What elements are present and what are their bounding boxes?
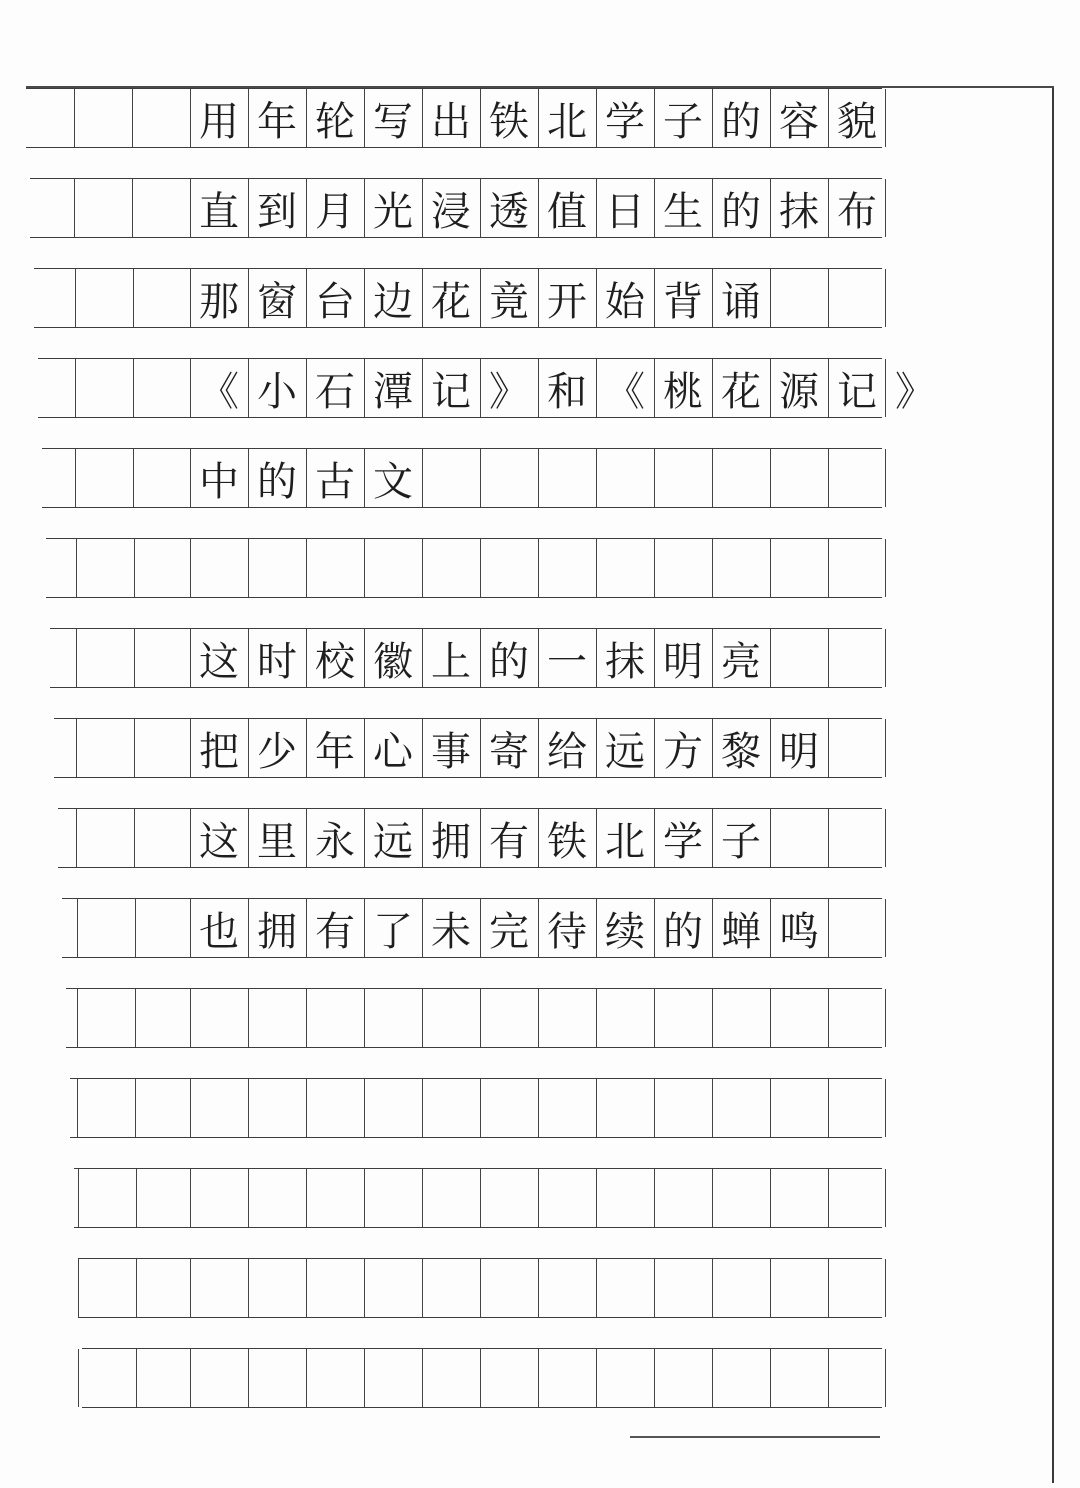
grid-cell [422,539,480,597]
handwritten-character: 未 [431,908,471,955]
grid-cell [364,1169,422,1227]
handwritten-character: 一 [547,638,587,685]
grid-cell [828,1169,886,1227]
grid-cell [480,1259,538,1317]
grid-cell [306,1079,364,1137]
grid-cell [480,449,538,507]
handwritten-character: 月 [315,188,355,235]
grid-cell [538,1259,596,1317]
handwritten-character: 开 [547,278,587,325]
grid-cell [596,539,654,597]
grid-row [54,718,882,778]
handwritten-character: 桃 [663,368,703,415]
handwritten-character: 年 [257,98,297,145]
grid-cell [712,539,770,597]
handwritten-character: 学 [663,818,703,865]
grid-cell [136,1259,194,1317]
grid-cell [596,1349,654,1407]
grid-row [78,1258,882,1318]
grid-cell [135,989,193,1047]
bottom-rule [630,1436,880,1438]
handwritten-character: 了 [373,908,413,955]
handwritten-character: 生 [663,188,703,235]
handwritten-character: 记 [837,368,877,415]
grid-cell [190,1259,248,1317]
grid-cell [133,449,191,507]
grid-cell [77,1079,135,1137]
grid-cell [712,1169,770,1227]
grid-cell [828,1079,886,1137]
handwritten-character: 完 [489,908,529,955]
grid-row [50,628,882,688]
grid-row [38,358,935,418]
handwritten-character: 《 [605,368,645,415]
grid-cell [770,449,828,507]
grid-cell [306,1169,364,1227]
grid-cell [538,1169,596,1227]
handwritten-character: 花 [721,368,761,415]
handwritten-character: 记 [431,368,471,415]
handwritten-character: 始 [605,278,645,325]
grid-cell [480,539,538,597]
grid-cell [828,449,886,507]
grid-cell [828,719,886,777]
grid-cell [654,1259,712,1317]
handwritten-character: 亮 [721,638,761,685]
grid-cell [828,629,886,687]
grid-cell [538,1349,596,1407]
handwritten-character: 待 [547,908,587,955]
grid-cell [75,269,133,327]
grid-cell [654,539,712,597]
grid-cell [480,1079,538,1137]
handwritten-character: 文 [373,458,413,505]
grid-cell [134,809,192,867]
grid-cell [422,989,480,1047]
handwritten-character: 源 [779,368,819,415]
handwritten-character: 拥 [431,818,471,865]
grid-cell [770,269,828,327]
grid-cell [134,539,192,597]
handwritten-character: 心 [373,728,413,775]
grid-cell [74,179,132,237]
grid-cell [78,1259,136,1317]
handwritten-character: 的 [721,188,761,235]
handwritten-character: 上 [431,638,471,685]
handwritten-character: 容 [779,98,819,145]
grid-cell [306,989,364,1047]
grid-cell [75,449,133,507]
grid-cell [596,989,654,1047]
handwritten-character: 北 [547,98,587,145]
grid-cell [190,1169,248,1227]
grid-cell [364,1079,422,1137]
grid-row [42,448,882,508]
handwritten-character: 出 [431,98,471,145]
handwritten-character: 时 [257,638,297,685]
handwritten-character: 那 [199,278,239,325]
handwritten-character: 这 [199,818,239,865]
grid-cell [364,1349,422,1407]
grid-cell [712,1079,770,1137]
grid-cell [770,809,828,867]
grid-cell [190,1079,248,1137]
grid-cell [422,1169,480,1227]
handwritten-character: 用 [199,98,239,145]
handwritten-character: 的 [257,458,297,505]
grid-cell [306,1349,364,1407]
grid-cell [654,1079,712,1137]
grid-cell [770,1259,828,1317]
grid-cell [828,1259,886,1317]
grid-cell [135,1079,193,1137]
grid-cell [422,1079,480,1137]
grid-row [62,898,882,958]
grid-row [26,88,882,148]
handwritten-character: 中 [199,458,239,505]
grid-cell [132,179,190,237]
handwritten-character: 明 [779,728,819,775]
handwritten-character: 石 [315,368,355,415]
handwritten-character: 的 [721,98,761,145]
handwritten-character: 这 [199,638,239,685]
handwritten-character: 》 [489,368,529,415]
handwritten-character: 花 [431,278,471,325]
handwritten-character: 方 [663,728,703,775]
grid-cell [596,1259,654,1317]
grid-cell [76,629,134,687]
handwritten-character: 潭 [373,368,413,415]
grid-cell [770,1079,828,1137]
grid-cell [248,1259,306,1317]
grid-cell [136,1349,194,1407]
grid-cell [770,629,828,687]
grid-cell [770,1169,828,1227]
handwritten-character: 诵 [721,278,761,325]
grid-cell [538,1079,596,1137]
grid-cell [76,719,134,777]
handwritten-character: 北 [605,818,645,865]
grid-cell [190,539,248,597]
grid-row [70,1078,882,1138]
handwritten-character: 窗 [257,278,297,325]
handwritten-character: 也 [199,908,239,955]
grid-cell [538,989,596,1047]
handwritten-character: 和 [547,368,587,415]
handwritten-character: 给 [547,728,587,775]
grid-cell [248,1169,306,1227]
grid-cell [654,1169,712,1227]
handwritten-character: 竟 [489,278,529,325]
grid-cell [596,1079,654,1137]
grid-cell [248,539,306,597]
grid-cell [828,539,886,597]
handwritten-character: 》 [895,368,935,415]
handwritten-character: 光 [373,188,413,235]
handwritten-character: 值 [547,188,587,235]
handwritten-character: 貌 [837,98,877,145]
grid-cell [78,1349,136,1407]
handwritten-character: 轮 [315,98,355,145]
grid-cell [76,809,134,867]
grid-cell [78,1169,136,1227]
grid-cell [75,359,133,417]
handwritten-character: 远 [373,818,413,865]
grid-cell [134,629,192,687]
grid-cell [364,989,422,1047]
handwritten-character: 远 [605,728,645,775]
handwritten-character: 抹 [605,638,645,685]
handwritten-character: 背 [663,278,703,325]
grid-cell [190,989,248,1047]
handwritten-character: 校 [315,638,355,685]
grid-cell [134,719,192,777]
handwritten-character: 有 [489,818,529,865]
grid-cell [480,1349,538,1407]
handwritten-character: 的 [663,908,703,955]
grid-cell [770,1349,828,1407]
page-right-border [1052,88,1054,1483]
grid-cell [136,1169,194,1227]
handwritten-character: 写 [373,98,413,145]
grid-cell [828,1349,886,1407]
grid-cell [248,989,306,1047]
grid-cell [828,899,886,957]
handwritten-character: 黎 [721,728,761,775]
handwritten-character: 浸 [431,188,471,235]
grid-cell [538,539,596,597]
grid-cell [364,539,422,597]
handwritten-character: 铁 [547,818,587,865]
grid-cell [422,1259,480,1317]
grid-row [66,988,882,1048]
handwritten-character: 蝉 [721,908,761,955]
handwritten-character: 年 [315,728,355,775]
grid-cell [654,1349,712,1407]
handwritten-character: 小 [257,368,297,415]
handwritten-character: 鸣 [779,908,819,955]
grid-row [34,268,882,328]
grid-cell [596,1169,654,1227]
handwritten-character: 永 [315,818,355,865]
handwritten-character: 透 [489,188,529,235]
grid-cell [480,989,538,1047]
handwritten-character: 子 [721,818,761,865]
grid-cell [538,449,596,507]
grid-cell [828,269,886,327]
handwritten-character: 铁 [489,98,529,145]
grid-cell [712,989,770,1047]
grid-cell [74,89,132,147]
grid-cell [712,449,770,507]
grid-cell [654,449,712,507]
grid-cell [422,1349,480,1407]
handwritten-character: 里 [257,818,297,865]
handwritten-character: 寄 [489,728,529,775]
handwritten-character: 明 [663,638,703,685]
grid-cell [248,1079,306,1137]
grid-cell [76,539,134,597]
handwritten-character: 事 [431,728,471,775]
grid-cell [306,539,364,597]
grid-cell [770,989,828,1047]
handwritten-character: 到 [257,188,297,235]
grid-cell [190,1349,248,1407]
grid-cell [135,899,193,957]
grid-row [58,808,882,868]
handwritten-character: 布 [837,188,877,235]
grid-cell [133,269,191,327]
handwritten-character: 台 [315,278,355,325]
grid-cell [132,89,190,147]
grid-cell [422,449,480,507]
grid-cell [364,1259,422,1317]
handwritten-character: 《 [199,368,239,415]
grid-cell [712,1349,770,1407]
grid-cell [480,1169,538,1227]
grid-row [46,538,882,598]
grid-cell [306,1259,364,1317]
handwritten-character: 少 [257,728,297,775]
grid-cell [596,449,654,507]
grid-cell [77,989,135,1047]
grid-cell [828,989,886,1047]
handwritten-character: 古 [315,458,355,505]
grid-cell [828,809,886,867]
grid-cell [712,1259,770,1317]
grid-cell [77,899,135,957]
handwritten-character: 抹 [779,188,819,235]
grid-cell [133,359,191,417]
handwritten-character: 子 [663,98,703,145]
grid-cell [248,1349,306,1407]
handwritten-character: 有 [315,908,355,955]
handwritten-character: 边 [373,278,413,325]
handwritten-character: 日 [605,188,645,235]
handwritten-character: 直 [199,188,239,235]
grid-cell [654,989,712,1047]
handwritten-character: 把 [199,728,239,775]
grid-row [30,178,882,238]
grid-row [82,1348,882,1408]
grid-cell [770,539,828,597]
handwritten-character: 徽 [373,638,413,685]
handwritten-character: 的 [489,638,529,685]
handwritten-character: 拥 [257,908,297,955]
grid-row [74,1168,882,1228]
handwritten-character: 学 [605,98,645,145]
handwritten-character: 续 [605,908,645,955]
